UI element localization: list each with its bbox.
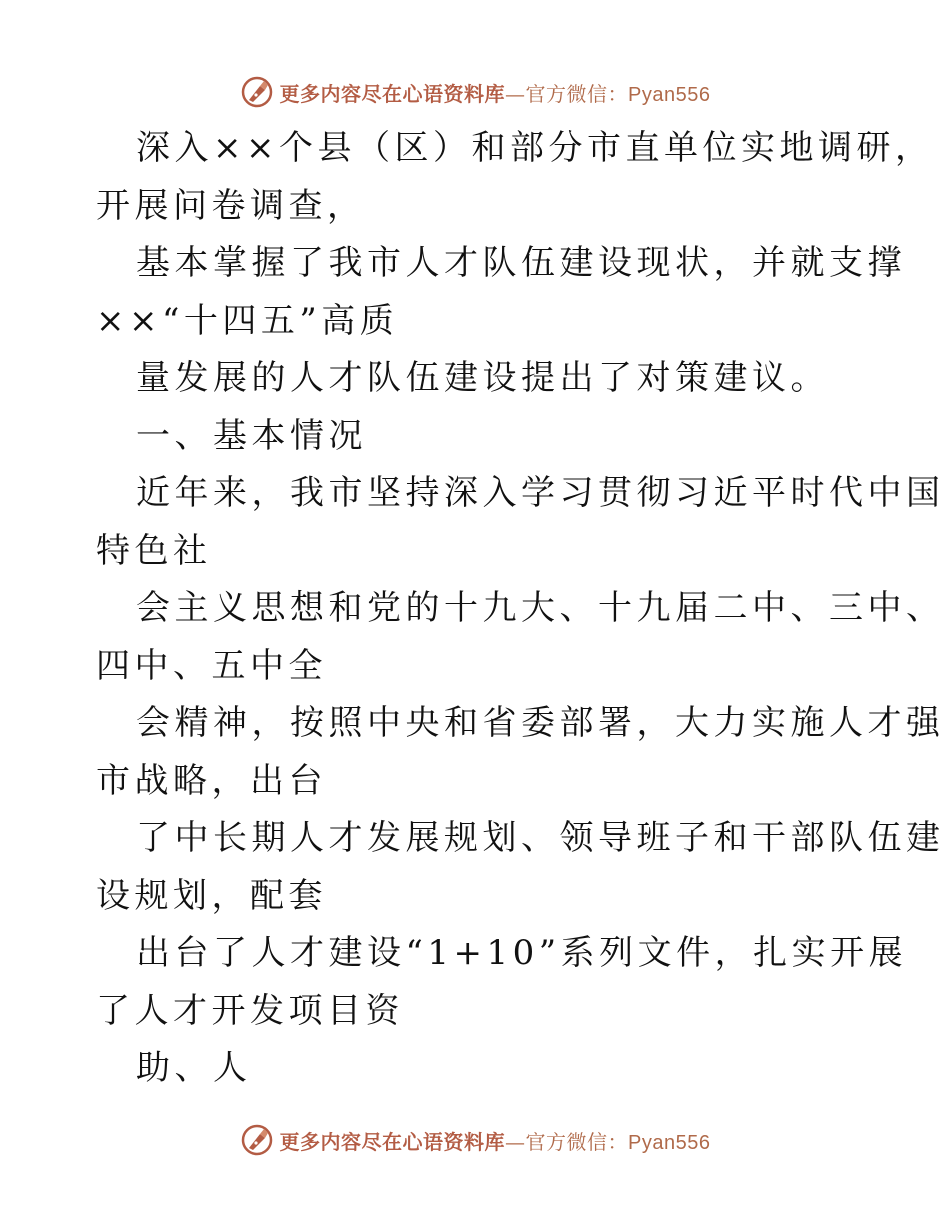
paragraph-line: 开展问卷调查， bbox=[96, 185, 366, 226]
header-watermark bbox=[0, 72, 950, 112]
paragraph-line: ××“十四五”高质 bbox=[96, 300, 399, 341]
paragraph-line: 会主义思想和党的十九大、十九届二中、三中、 bbox=[136, 588, 945, 628]
paragraph-line: 基本掌握了我市人才队伍建设现状，并就支撑 bbox=[136, 243, 906, 283]
paragraph-line: 出台了人才建设“1+10”系列文件，扎实开展 bbox=[136, 933, 908, 973]
watermark-text: 更多内容尽在心语资料库—官方微信：Pyan556 bbox=[279, 1129, 711, 1154]
paragraph-line: 近年来，我市坚持深入学习贯彻习近平时代中国 bbox=[136, 473, 945, 513]
paragraph-line: 量发展的人才队伍建设提出了对策建议。 bbox=[136, 358, 829, 398]
paragraph-line: 市战略，出台 bbox=[96, 760, 327, 801]
document-body bbox=[96, 120, 945, 1098]
paragraph-line: 了中长期人才发展规划、领导班子和干部队伍建 bbox=[136, 818, 945, 858]
watermark-text: 更多内容尽在心语资料库—官方微信：Pyan556 bbox=[279, 81, 711, 106]
footer-watermark bbox=[0, 1120, 950, 1160]
paragraph-line: 助、人 bbox=[136, 1048, 252, 1088]
pen-nib-logo-icon bbox=[240, 75, 274, 109]
section-heading: 一、基本情况 bbox=[136, 415, 367, 456]
paragraph-line: 了人才开发项目资 bbox=[96, 990, 404, 1031]
paragraph-line: 特色社 bbox=[96, 530, 212, 571]
paragraph-line: 会精神，按照中央和省委部署，大力实施人才强 bbox=[136, 703, 945, 743]
pen-nib-logo-icon bbox=[240, 1123, 274, 1157]
paragraph-line: 深入××个县（区）和部分市直单位实地调研， bbox=[136, 128, 934, 168]
paragraph-line: 设规划，配套 bbox=[96, 875, 327, 916]
paragraph-line: 四中、五中全 bbox=[96, 645, 327, 686]
